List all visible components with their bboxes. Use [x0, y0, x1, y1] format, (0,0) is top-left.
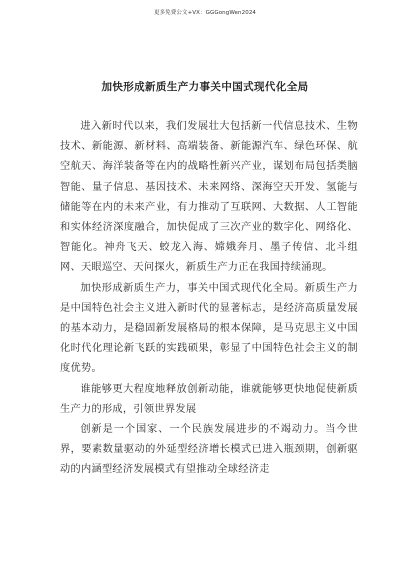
paragraph: 进入新时代以来，我们发展壮大包括新一代信息技术、生物技术、新能源、新材料、高端装备、新能源汽车、绿色环保、航空航天、海洋装备等在内的战略性新兴产业，谋划布局包括类脑智能、量子信息、基因技术、未来网络、深海空天开发、氢能与储能等在内的未来产业，有力推动了互联网、大数据、人工智能和实体经济深度融合，加快促成了三次产业的数字化、网络化、智能化。神舟飞天、蛟龙入海、嫦娥奔月、墨子传信、北斗组网、天眼巡空、天问探火，新质生产力正在我国持续涌现。 [60, 121, 358, 274]
paragraph: 加快形成新质生产力，事关中国式现代化全局。新质生产力是中国特色社会主义进入新时代的显著标志，是经济高质量发展的基本动力，是稳固新发展格局的根本保障，是马克思主义中国化时代化理论新飞跃的实践硕果，彰显了中国特色社会主义的制度优势。 [60, 282, 358, 375]
document-body [60, 117, 358, 481]
document-title: 加快形成新质生产力事关中国式现代化全局 [101, 81, 309, 93]
header-note: 更多免费公文+VX：GGGongWen2024 [153, 10, 257, 16]
paragraph: 创新是一个国家、一个民族发展进步的不竭动力。当今世界，要素数量驱动的外延型经济增长模式已进入瓶颈期，创新驱动的内涵型经济发展模式有望推动全球经济走 [60, 424, 358, 476]
paragraph: 谁能够更大程度地释放创新动能，谁就能够更快地促使新质生产力的形成，引领世界发展 [60, 383, 358, 415]
